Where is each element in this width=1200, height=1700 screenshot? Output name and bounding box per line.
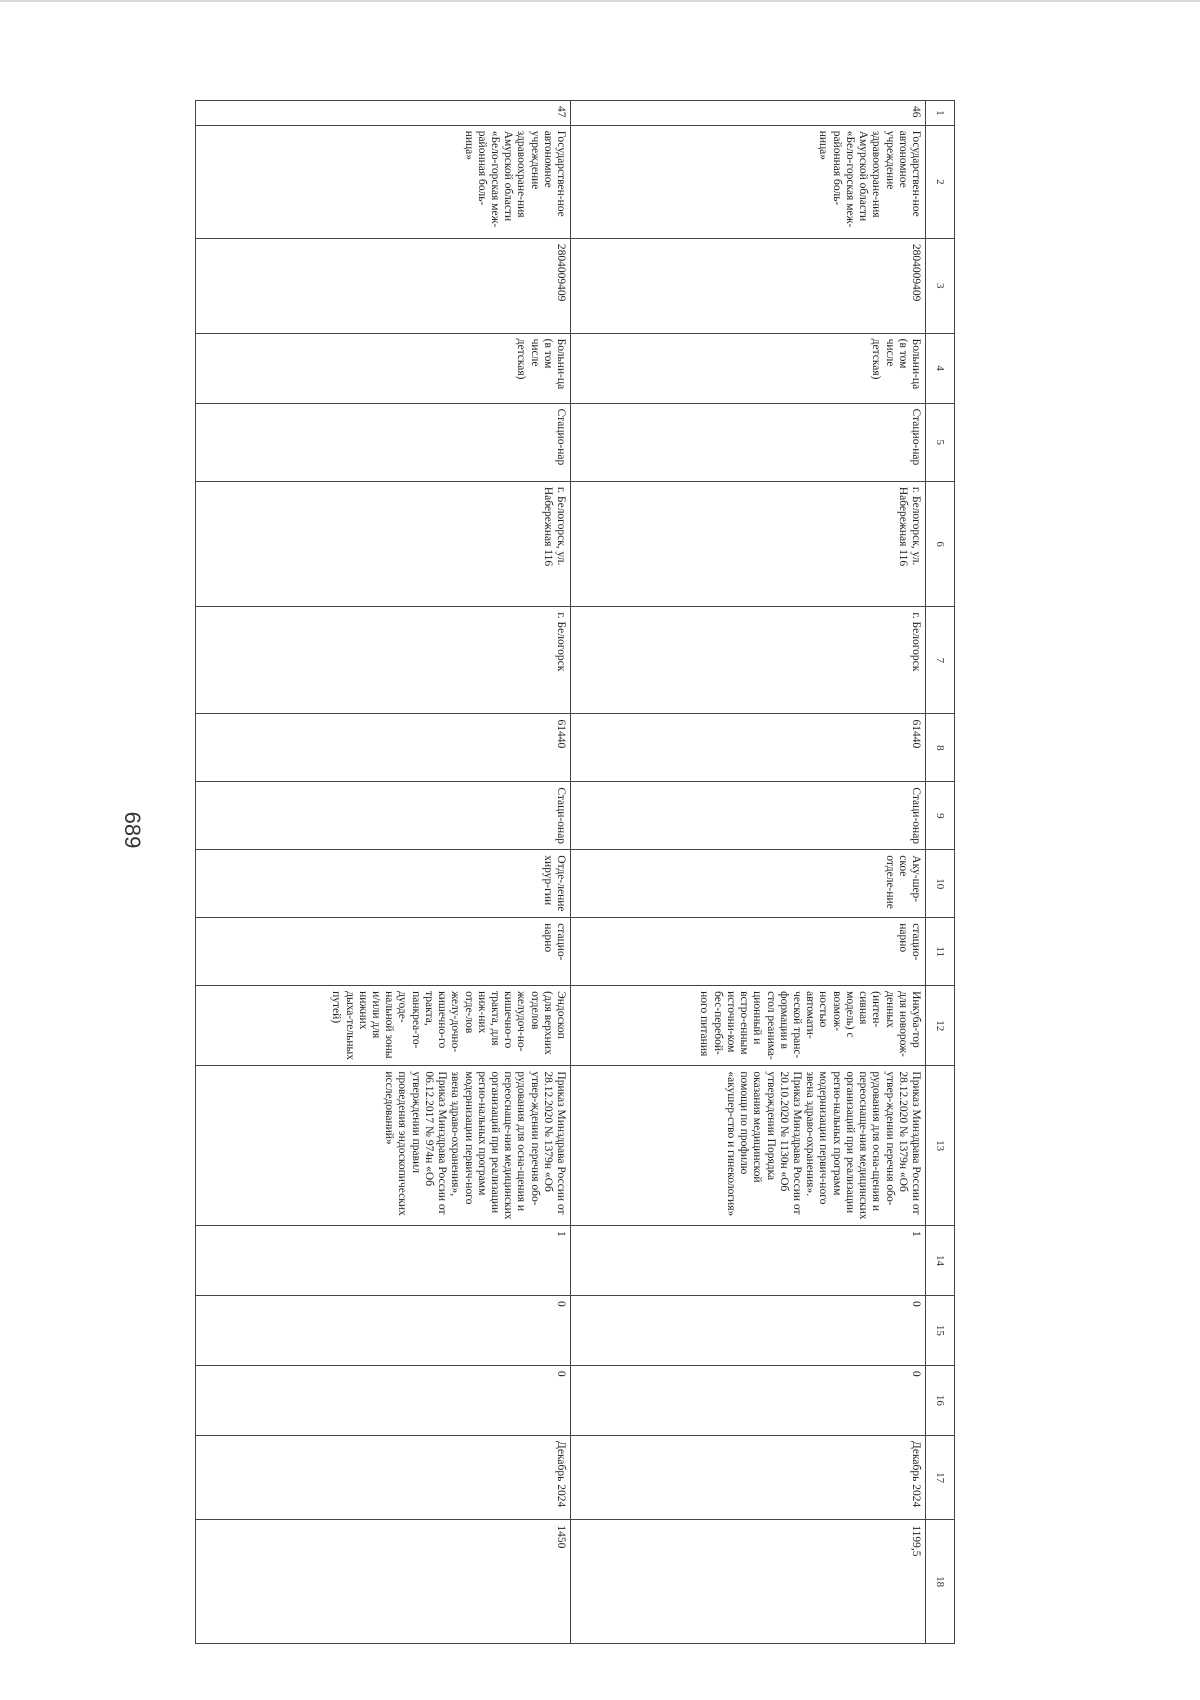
cell-care-type: Стацио-нар <box>196 403 571 481</box>
col-header: 8 <box>926 714 955 782</box>
cell-organization: Государствен-ное автономное учреждение здравоохране-ния Амурской области «Бело-горская меж-районная боль-ница» <box>196 125 571 238</box>
page-number-wrap <box>112 810 152 850</box>
col-header: 13 <box>926 1066 955 1226</box>
cell-care-type: Стацио-нар <box>571 403 926 481</box>
cell-quantity: 1 <box>571 1225 926 1295</box>
col-header: 14 <box>926 1225 955 1295</box>
cell-department: Отде-ление хирур-гии <box>196 850 571 918</box>
cell-department: Аку-шер-ское отделе-ние <box>571 850 926 918</box>
cell-deadline: Декабрь 2024 <box>571 1435 926 1519</box>
header-row <box>926 101 955 1644</box>
col-header: 16 <box>926 1365 955 1435</box>
col-header: 11 <box>926 918 955 986</box>
page-number: 689 <box>120 811 145 849</box>
cell-unit: Стаци-онар <box>571 782 926 850</box>
col-header: 15 <box>926 1295 955 1365</box>
cell-inn: 2804009409 <box>196 238 571 333</box>
col-header: 9 <box>926 782 955 850</box>
registry-table <box>195 100 955 1644</box>
cell-cost: 1450 <box>196 1520 571 1644</box>
cell-legal-basis: Приказ Минздрава России от 28.12.2020 № 1379н «Об утвер-ждении перечня обо-рудования для осна-щения и переоснаще-ния медицинских организаций при реализации регио-нальных программ модернизации первич-ного звена здраво-охранения». Приказ Минздрава России от 20.10.2020 № 1130н «Об утверждении Порядка оказания медицинской помощи по профилю «акушер-ство и гинекология» <box>571 1066 926 1226</box>
cell-address: г. Белогорск, ул. Набережная 116 <box>196 481 571 607</box>
col-header: 6 <box>926 481 955 607</box>
cell-unit: Стаци-онар <box>196 782 571 850</box>
cell-equipment: Эндоскоп (для верхних отделов желудоч-но-кишечно-го тракта, для ниж-них отде-лов желу-дочно-кишечно-го тракта, панкреа-то-дуоде-нальной зоны и/или для нижних дыха-тельных путей) <box>196 986 571 1066</box>
cell-code: 61440 <box>571 714 926 782</box>
cell-quantity: 1 <box>196 1225 571 1295</box>
col-header: 2 <box>926 125 955 238</box>
cell-condition: стацио-нарно <box>196 918 571 986</box>
cell-legal-basis: Приказ Минздрава России от 28.12.2020 № 1379н «Об утвер-ждении перечня обо-рудования для осна-щения и переоснаще-ния медицинских организаций при реализации регио-нальных программ модернизации первич-ного звена здраво-охранения», Приказ Минздрава России от 06.12.2017 № 974н «Об утверждении правил проведения эндоскопических исследований» <box>196 1066 571 1226</box>
cell-equipment: Инкуба-тор для новорож-денных (интен-сивная модель) с возмож-ностью автомати-ческой транс-формации в стол реанима-ционный и встро-енным источни-ком бес-перебой-ного питания <box>571 986 926 1066</box>
cell-value-16: 0 <box>196 1365 571 1435</box>
col-header: 12 <box>926 986 955 1066</box>
cell-inn: 2804009409 <box>571 238 926 333</box>
col-header: 18 <box>926 1520 955 1644</box>
col-header: 7 <box>926 607 955 714</box>
col-header: 1 <box>926 101 955 126</box>
cell-row-number: 47 <box>196 101 571 126</box>
cell-cost: 1199,5 <box>571 1520 926 1644</box>
table-row <box>571 101 926 1644</box>
col-header: 10 <box>926 850 955 918</box>
col-header: 4 <box>926 333 955 403</box>
col-header: 3 <box>926 238 955 333</box>
cell-deadline: Декабрь 2024 <box>196 1435 571 1519</box>
cell-facility-type: Больни-ца (в том числе детская) <box>196 333 571 403</box>
cell-row-number: 46 <box>571 101 926 126</box>
cell-address: г. Белогорск, ул. Набережная 116 <box>571 481 926 607</box>
cell-city: г. Белогорск <box>196 607 571 714</box>
cell-value-15: 0 <box>196 1295 571 1365</box>
cell-code: 61440 <box>196 714 571 782</box>
cell-value-16: 0 <box>571 1365 926 1435</box>
rotated-table-container <box>195 100 955 1644</box>
cell-facility-type: Больни-ца (в том числе детская) <box>571 333 926 403</box>
col-header: 5 <box>926 403 955 481</box>
table-row <box>196 101 571 1644</box>
cell-city: г. Белогорск <box>571 607 926 714</box>
scan-edge <box>0 0 1200 2</box>
cell-organization: Государствен-ное автономное учреждение здравоохране-ния Амурской области «Бело-горская меж-районная боль-ница» <box>571 125 926 238</box>
cell-condition: стацио-нарно <box>571 918 926 986</box>
col-header: 17 <box>926 1435 955 1519</box>
cell-value-15: 0 <box>571 1295 926 1365</box>
